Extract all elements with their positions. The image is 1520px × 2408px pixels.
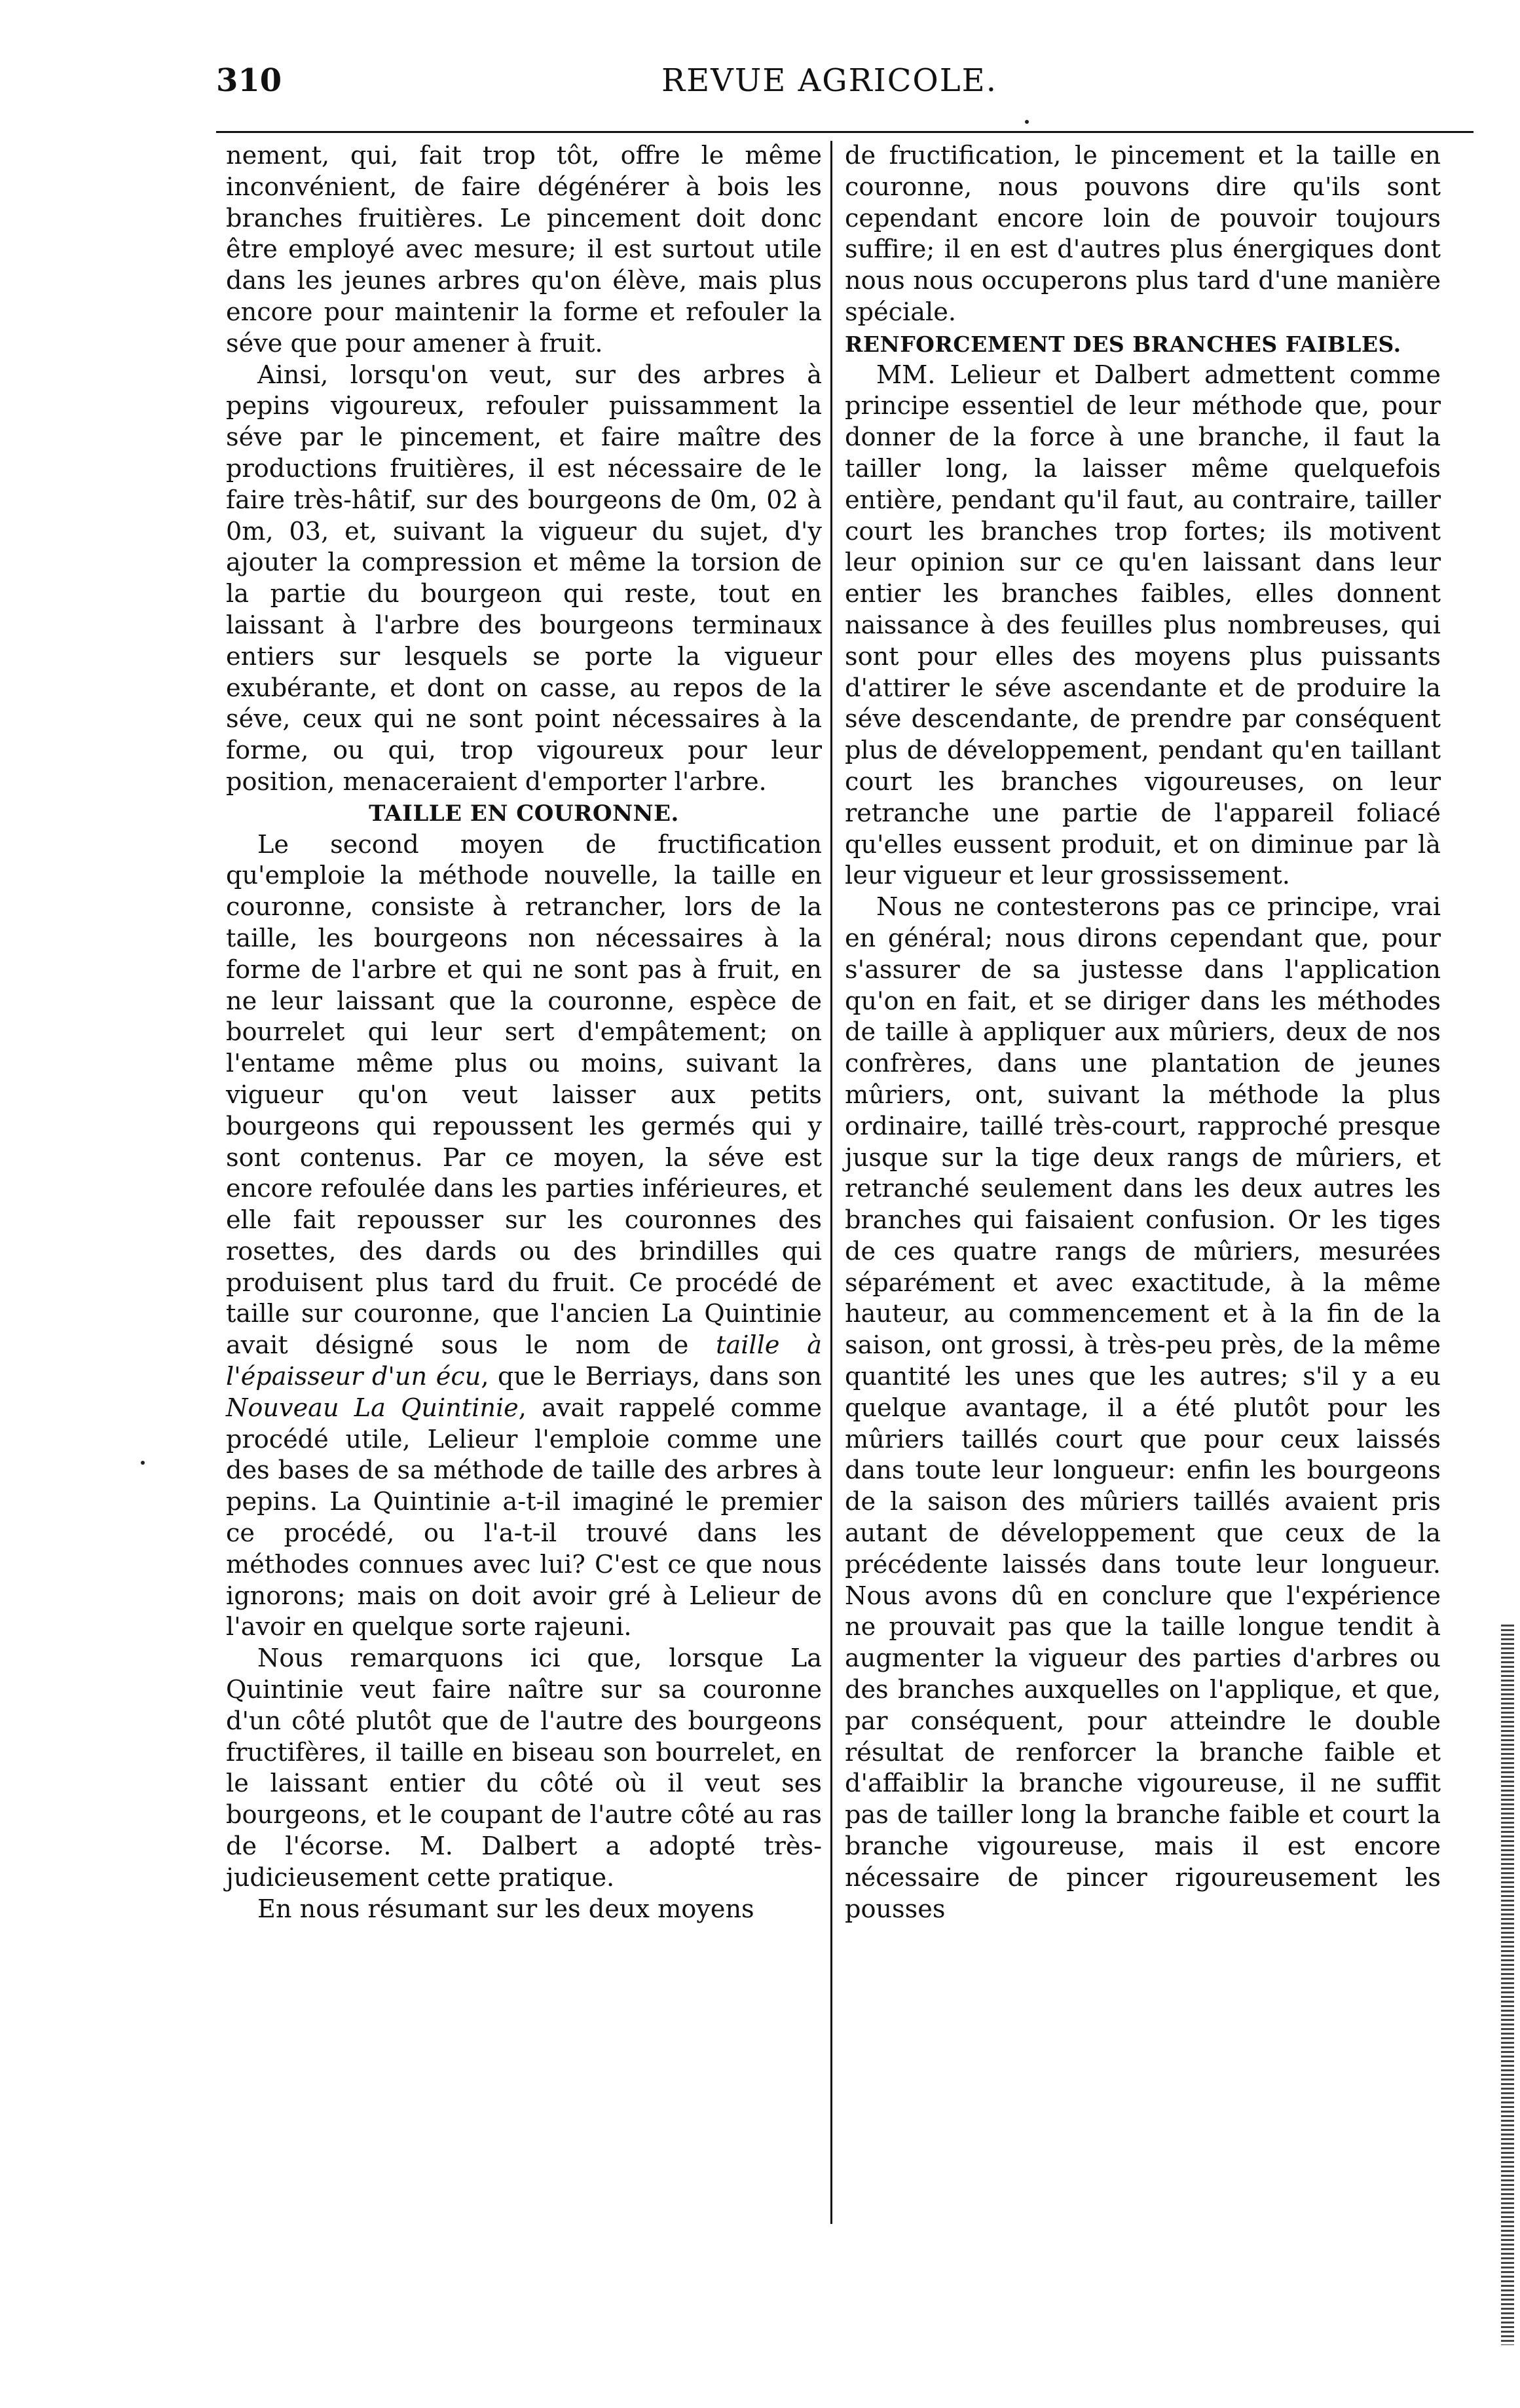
paragraph-text: , que le Berriays, dans son <box>481 1363 822 1392</box>
paragraph: MM. Lelieur et Dalbert admettent comme principe essentiel de leur méthode que, pour donner de la force à une branche, il faut la tailler long, la laisser même quelquefois entière, pendant qu'il faut, au contraire, tailler court les branches trop fortes; ils motivent leur opinion sur ce qu'en laissant dans leur entier les branches faibles, elles donnent naissance à des feuilles plus nombreuses, qui sont pour elles des moyens plus puissants d'attirer le séve ascendante et de produire la séve descendante, de prendre par conséquent plus de développement, pendant qu'en taillant court les branches vigoureuses, on leur retranche une partie de l'appareil foliacé qu'elles eussent produit, et on diminue par là leur vigueur et leur grossissement. <box>845 360 1441 891</box>
ink-speck <box>1025 120 1029 124</box>
paragraph: En nous résumant sur les deux moyens <box>257 1894 754 1924</box>
page-header <box>216 62 1460 121</box>
running-head: REVUE AGRICOLE. <box>661 62 997 99</box>
left-column <box>226 141 822 1925</box>
column-divider <box>830 141 832 2224</box>
page-edge-texture <box>1501 1625 1514 2345</box>
right-column <box>845 141 1441 1925</box>
italic-phrase: taille à l'épaisseur d'un écu <box>226 1331 822 1392</box>
section-heading: TAILLE EN COURONNE. <box>369 800 679 827</box>
paragraph <box>226 830 822 1644</box>
italic-title: Nouveau La Quintinie <box>226 1393 519 1423</box>
paragraph-text: Le second moyen de fructification qu'emploie la méthode nouvelle, la taille en couronne, consiste à retrancher, lors de la taille, les bourgeons non nécessaires à la forme de l'arbre et qui ne sont pas à fruit, en ne leur laissant que la couronne, espèce de bourrelet qui leur sert d'empâtement; on l'entame même plus ou moins, suivant la vigueur qu'on veut laisser aux petits bourgeons qui repoussent les germés qui y sont contenus. Par ce moyen, la séve est encore refoulée dans les parties inférieures, et elle fait repousser sur les couronnes des rosettes, des dards ou des brindilles qui produisent plus tard du fruit. Ce procédé de taille sur couronne, que l'ancien La Quintinie avait désigné sous le nom de <box>226 830 822 1361</box>
page-number: 310 <box>216 62 282 99</box>
paragraph: Ainsi, lorsqu'on veut, sur des arbres à pepins vigoureux, refouler puissamment la séve par le pincement, et faire maître des productions fruitières, il est nécessaire de le faire très-hâtif, sur des bourgeons de 0m, 02 à 0m, 03, et, suivant la vigueur du sujet, d'y ajouter la compression et même la torsion de la partie du bourgeon qui reste, tout en laissant à l'arbre des bourgeons terminaux entiers sur lesquels se porte la vigueur exubérante, et dont on casse, au repos de la séve, ceux qui ne sont point nécessaires à la forme, ou qui, trop vigoureux pour leur position, menaceraient d'emporter l'arbre. <box>226 360 822 797</box>
paragraph: nement, qui, fait trop tôt, offre le même inconvénient, de faire dégénérer à bois les branches fruitières. Le pincement doit donc être employé avec mesure; il est surtout utile dans les jeunes arbres qu'on élève, mais plus encore pour maintenir la forme et refouler la séve que pour amener à fruit. <box>226 141 822 358</box>
ink-speck <box>141 1461 145 1465</box>
paragraph: de fructification, le pincement et la taille en couronne, nous pouvons dire qu'ils sont cependant encore loin de pouvoir toujours suffire; il en est d'autres plus énergiques dont nous nous occuperons plus tard d'une manière spéciale. <box>845 141 1441 327</box>
section-heading: RENFORCEMENT DES BRANCHES FAIBLES. <box>845 331 1401 357</box>
paragraph-text: , avait rappelé comme procédé utile, Lelieur l'emploie comme une des bases de sa méthode de taille des arbres à pepins. La Quintinie a-t-il imaginé le premier ce procédé, ou l'a-t-il trouvé dans les méthodes connues avec lui? C'est ce que nous ignorons; mais on doit avoir gré à Lelieur de l'avoir en quelque sorte rajeuni. <box>226 1393 822 1642</box>
paragraph: Nous remarquons ici que, lorsque La Quintinie veut faire naître sur sa couronne d'un côté plutôt que de l'autre des bourgeons fructifères, il taille en biseau son bourrelet, en le laissant entier du côté où il veut ses bourgeons, et le coupant de l'autre côté au ras de l'écorse. M. Dalbert a adopté très-judicieusement cette pratique. <box>226 1644 822 1892</box>
header-rule <box>216 131 1474 133</box>
paragraph: Nous ne contesterons pas ce principe, vrai en général; nous dirons cependant que, pour s'assurer de sa justesse dans l'application qu'on en fait, et se diriger dans les méthodes de taille à appliquer aux mûriers, deux de nos confrères, dans une plantation de jeunes mûriers, ont, suivant la méthode la plus ordinaire, taillé très-court, rapproché presque jusque sur la tige deux rangs de mûriers, et retranché seulement dans les deux autres les branches qui faisaient confusion. Or les tiges de ces quatre rangs de mûriers, mesurées séparément et avec exactitude, à la même hauteur, au commencement et à la fin de la saison, ont grossi, à très-peu près, de la même quantité les unes que les autres; s'il y a eu quelque avantage, il a été plutôt pour les mûriers taillés court que pour ceux laissés dans toute leur longueur: enfin les bourgeons de la saison des mûriers taillés avaient pris autant de développement que ceux de la précédente laissés dans toute leur longueur. Nous avons dû en conclure que l'expérience ne prouvait pas que la taille longue tendit à augmenter la vigueur des parties d'arbres ou des branches auxquelles on l'applique, et que, par conséquent, pour atteindre le double résultat de renforcer la branche faible et d'affaiblir la branche vigoureuse, il ne suffit pas de tailler long la branche faible et court la branche vigoureuse, mais il est encore nécessaire de pincer rigoureusement les pousses <box>845 893 1441 1924</box>
